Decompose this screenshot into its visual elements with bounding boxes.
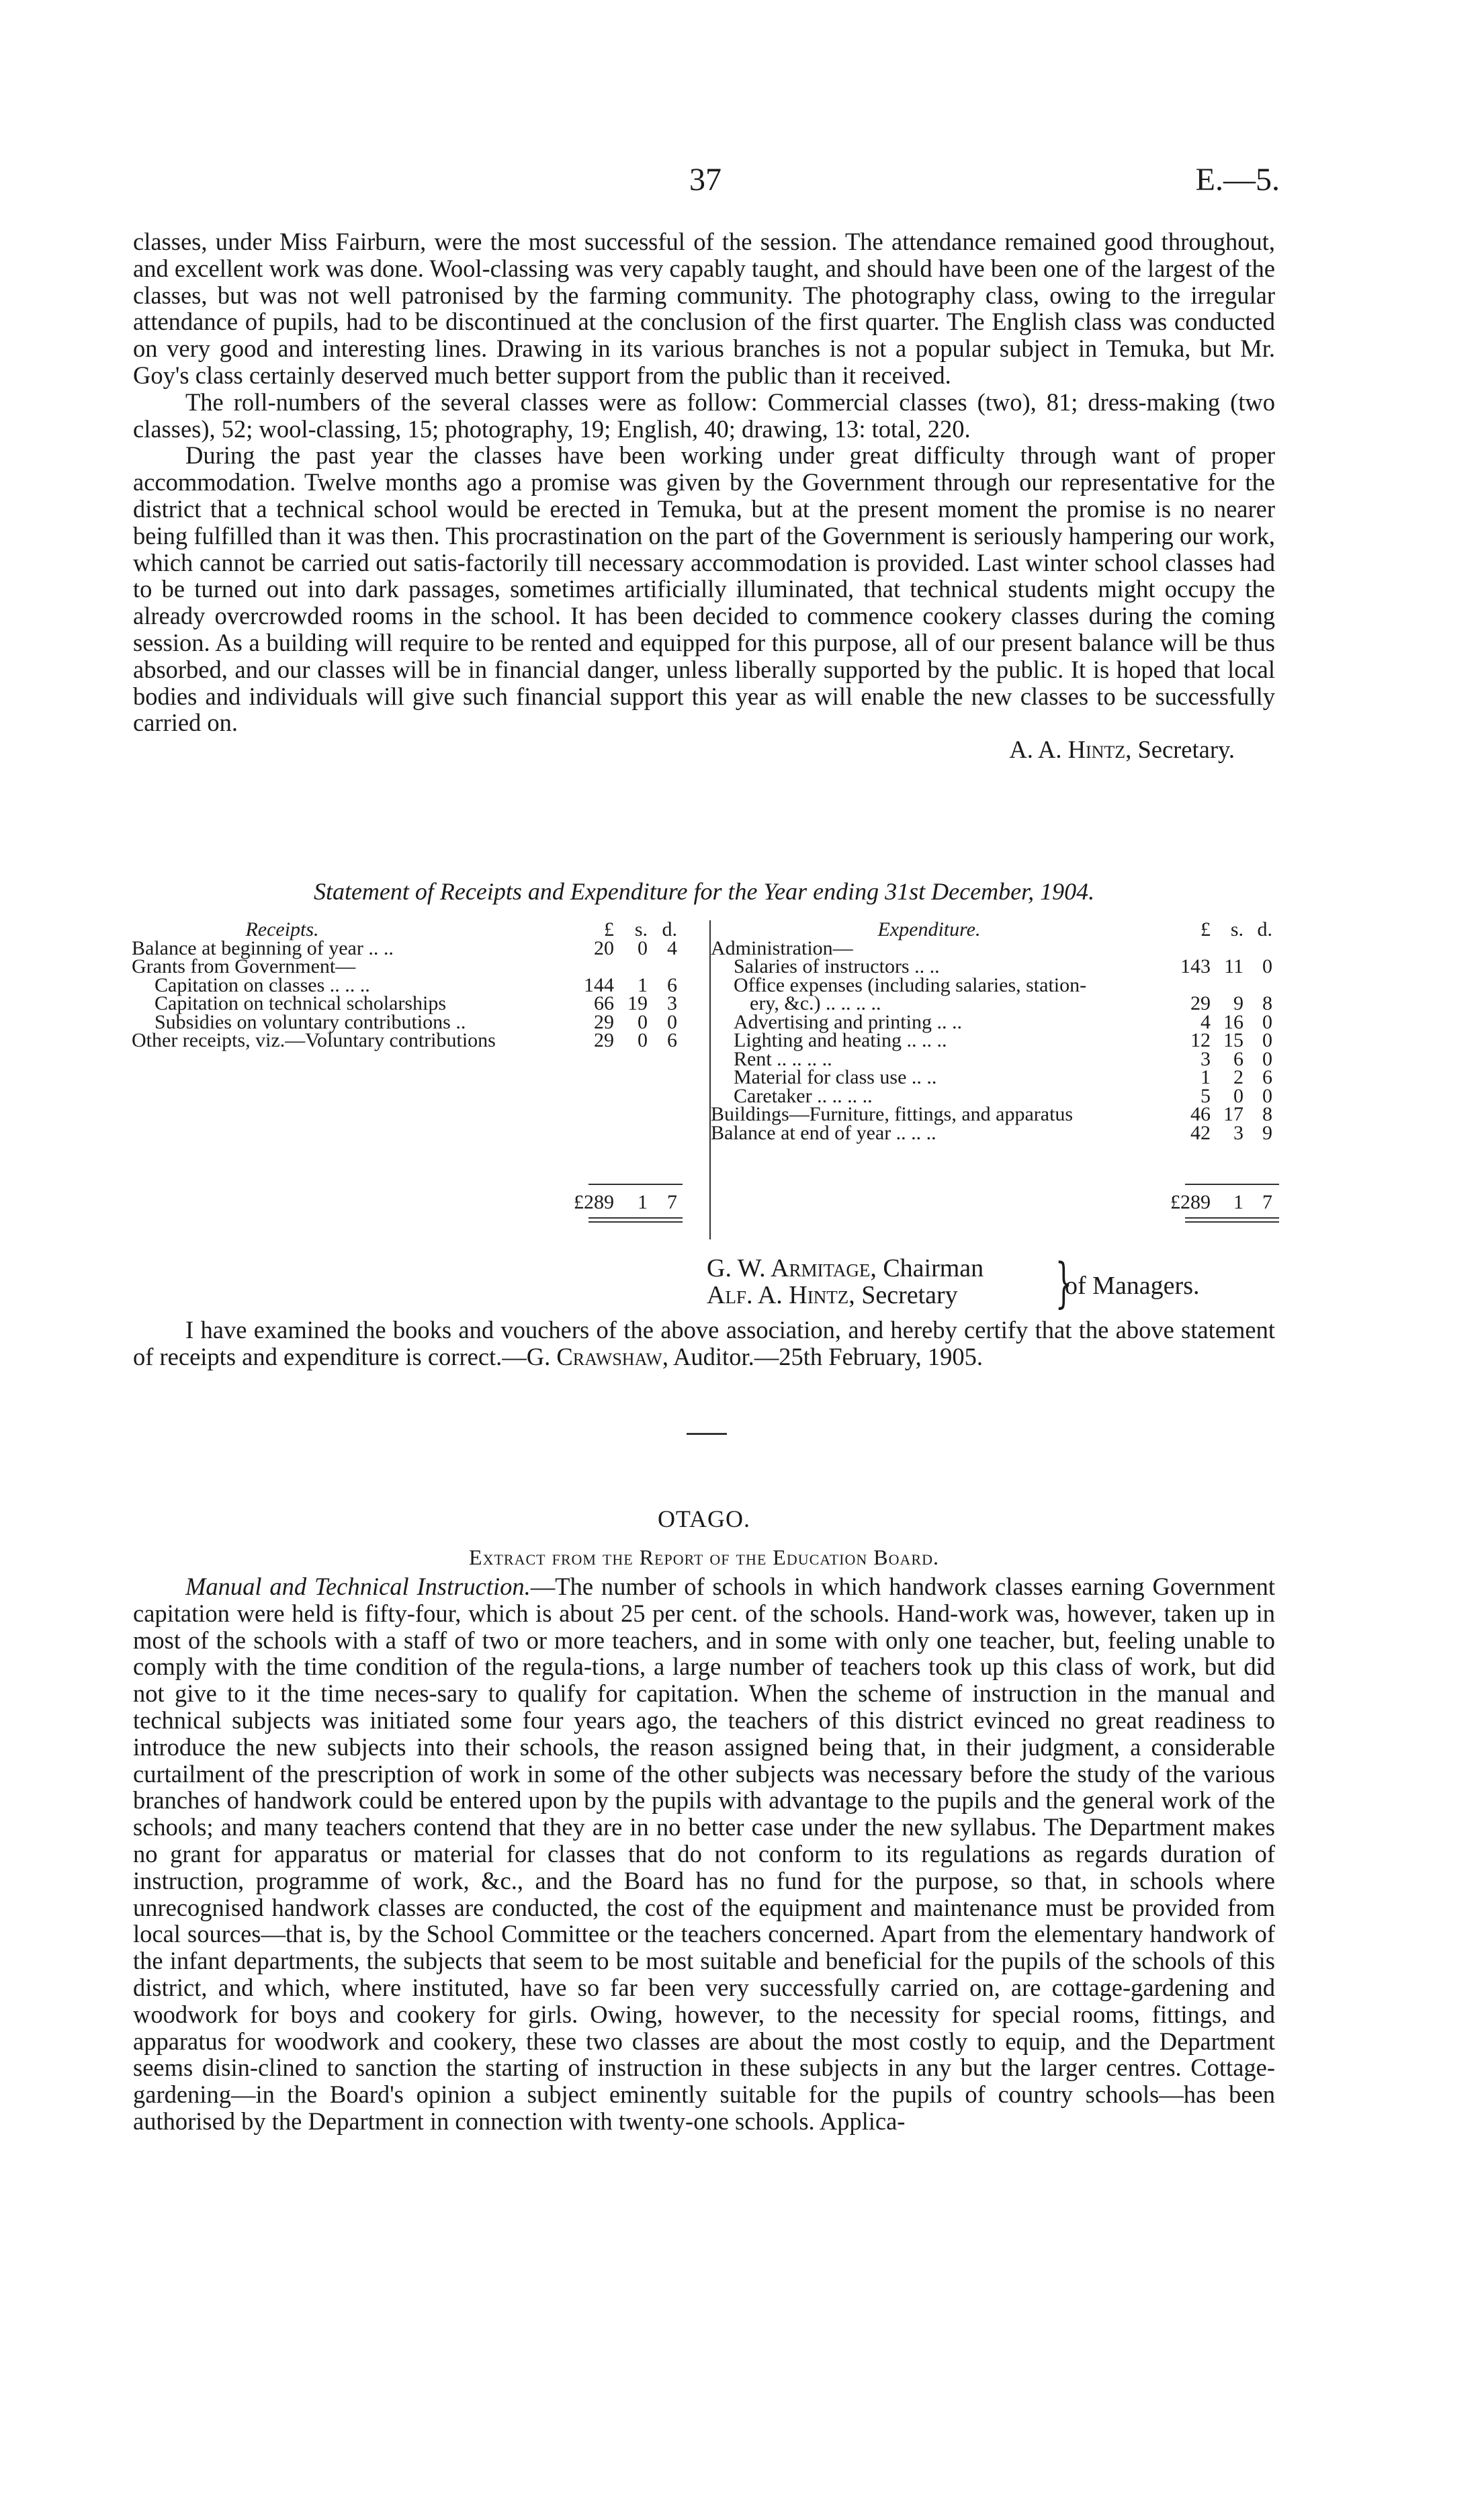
- total-rule-bottom: [1185, 1217, 1279, 1219]
- total-shillings: 1: [1233, 1191, 1243, 1213]
- shillings-value: 0: [638, 1010, 648, 1033]
- pence-value: 6: [1262, 1066, 1272, 1088]
- table-row: [132, 1010, 707, 1033]
- row-label: Caretaker .. .. .. ..: [734, 1084, 873, 1107]
- shillings-value: 3: [1233, 1121, 1243, 1144]
- secretary-name: A. A. Hintz: [1009, 736, 1126, 764]
- expenditure-column: [711, 918, 1289, 1213]
- pounds-value: 1: [1201, 1066, 1211, 1088]
- managers-secretary-name: Alf. A. Hintz: [707, 1281, 849, 1309]
- shillings-value: 16: [1223, 1010, 1243, 1033]
- table-row: [711, 957, 1289, 976]
- pence-value: 8: [1262, 1103, 1272, 1125]
- shillings-value: 15: [1223, 1029, 1243, 1051]
- table-row: [132, 1031, 707, 1050]
- pence-value: 0: [667, 1010, 677, 1033]
- table-row: [711, 1031, 1289, 1050]
- document-code: E.—5.: [1195, 162, 1280, 198]
- table-row: [711, 1121, 1289, 1144]
- total-pence: 7: [1262, 1191, 1272, 1213]
- temuka-report-text: [133, 228, 1275, 763]
- row-label: Subsidies on voluntary contributions ..: [155, 1010, 466, 1033]
- secretary-line: [707, 1282, 984, 1309]
- shillings-header: s.: [1230, 918, 1243, 940]
- total-shillings: 1: [638, 1191, 648, 1213]
- row-label: Lighting and heating .. .. ..: [734, 1029, 947, 1051]
- brace-symbol: }: [1055, 1252, 1073, 1314]
- pence-value: 0: [1262, 1010, 1272, 1033]
- receipts-heading: Receipts.: [245, 918, 319, 940]
- audit-date: , Auditor.—25th February, 1905.: [662, 1342, 983, 1370]
- table-row: [711, 1047, 1289, 1070]
- row-label: Balance at beginning of year .. ..: [132, 936, 394, 959]
- pence-value: 4: [667, 936, 677, 959]
- manual-technical-body: —The number of schools in which handwork classes earning Government capitation were held is fifty-four, which is about 25 per cent. of the schools. Hand-work was, however, taken up in most of the schools with a staff of two or more teachers, and in some with only one teacher, but, feeling unable to comply with the time condition of the regula-tions, a large number of teachers took up this class of work, but did not give to it the time neces-sary to qualify for capitation. When the scheme of instruction in the manual and technical subjects was initiated some four years ago, the teachers of this district evinced no great readiness to introduce the new subjects into their schools, the reason assigned being that, in their judgment, a considerable curtailment of the prescription of work in some of the other subjects was necessary before the study of the various branches of handwork could be entered upon by the pupils with advantage to the pupils and the general work of the schools; and many teachers contend that they are in no better case under the new syllabus. The Department makes no grant for apparatus or material for classes that do not conform to its regulations as regards duration of instruction, programme of work, &c., and the Board has no fund for the purpose, so that, in schools where unrecognised handwork classes are conducted, the cost of the equipment and maintenance must be provided from local sources—that is, by the School Committee or the teachers concerned. Apart from the elementary handwork of the infant departments, the subjects that seem to be most suitable and beneficial for the pupils of the schools of this district, and which, where instituted, have so far been very successfully carried on, are cottage-gardening and woodwork for boys and cookery for girls. Owing, however, to the necessity for special rooms, fittings, and apparatus for woodwork and cookery, these two classes are about the most costly to equip, and the Department seems disin-clined to sanction the starting of instruction in these subjects in any but the larger centres. Cottage-gardening—in the Board's opinion a subject eminently suitable for the pupils of country schools—has been authorised by the Department in connection with twenty-one schools. Applica-: [133, 1573, 1275, 2135]
- chairman-role: , Chairman: [870, 1254, 984, 1282]
- pounds-header: £: [1201, 918, 1211, 940]
- row-label: Capitation on classes .. .. ..: [155, 973, 370, 996]
- pence-value: 0: [1262, 1029, 1272, 1051]
- expenditure-heading: Expenditure.: [877, 918, 981, 940]
- total-rule-top: [588, 1184, 683, 1185]
- manual-technical-lead: Manual and Technical Instruction.: [185, 1573, 531, 1600]
- table-row: [132, 994, 707, 1013]
- total-rule-top: [1185, 1184, 1279, 1185]
- expenditure-header-row: [711, 920, 1289, 939]
- row-label: Buildings—Furniture, fittings, and apparatus: [711, 1103, 1074, 1125]
- shillings-value: 2: [1233, 1066, 1243, 1088]
- audit-text: I have examined the books and vouchers of the above association, and hereby certify that the above statement of receipts and expenditure is correct.—: [133, 1316, 1275, 1370]
- total-pounds: £289: [574, 1191, 614, 1213]
- row-label: Grants from Government—: [132, 955, 356, 977]
- paragraph-manual-technical: [133, 1573, 1275, 2135]
- pounds-value: 3: [1201, 1047, 1211, 1070]
- total-rule-double: [588, 1221, 683, 1223]
- auditor-certificate: [133, 1317, 1275, 1370]
- total-rule-double: [1185, 1221, 1279, 1223]
- secretary-signature: [133, 736, 1275, 763]
- pounds-value: 29: [594, 1010, 614, 1033]
- pence-value: 3: [667, 992, 677, 1014]
- table-row: [711, 1068, 1289, 1087]
- shillings-header: s.: [634, 918, 648, 940]
- shillings-value: 19: [627, 992, 648, 1014]
- row-label: Rent .. .. .. ..: [734, 1047, 832, 1070]
- page-number: 37: [689, 162, 722, 198]
- pence-header: d.: [662, 918, 677, 940]
- table-row: [132, 973, 707, 996]
- section-divider: [687, 1433, 727, 1435]
- pounds-value: 5: [1201, 1084, 1211, 1107]
- pounds-header: £: [604, 918, 614, 940]
- pounds-value: 4: [1201, 1010, 1211, 1033]
- pence-value: 0: [1262, 1084, 1272, 1107]
- pence-value: 8: [1262, 992, 1272, 1014]
- pounds-value: 29: [594, 1029, 614, 1051]
- pounds-value: 144: [584, 973, 614, 996]
- table-row: [711, 1105, 1289, 1124]
- pence-value: 9: [1262, 1121, 1272, 1144]
- shillings-value: 9: [1233, 992, 1243, 1014]
- secretary-title: , Secretary.: [1125, 736, 1235, 764]
- row-label: Balance at end of year .. .. ..: [711, 1121, 936, 1144]
- shillings-value: 0: [638, 936, 648, 959]
- of-managers-label: of Managers.: [1065, 1272, 1200, 1300]
- paragraph-classes: classes, under Miss Fairburn, were the most successful of the session. The attendance remained good throughout, and excellent work was done. Wool-classing was very capably taught, and should have been one of the largest of the classes, but was not well patronised by the farming community. The photography class, owing to the irregular attendance of pupils, had to be discontinued at the conclusion of the first quarter. The English class was conducted on very good and interesting lines. Drawing in its various branches is not a popular subject in Temuka, but Mr. Goy's class certainly deserved much better support from the public than it received.: [133, 228, 1275, 389]
- paragraph-accommodation: During the past year the classes have been working under great difficulty through want of proper accommodation. Twelve months ago a promise was given by the Government through our representative for the district that a technical school would be erected in Temuka, but at the present moment the promise is no nearer being fulfilled than it was then. This procrastination on the part of the Government is seriously hampering our work, which cannot be carried out satis-factorily till necessary accommodation is provided. Last winter school classes had to be turned out into dark passages, sometimes artificially illuminated, that technical students might occupy the already overcrowded rooms in the school. It has been decided to commence cookery classes during the coming session. As a building will require to be rented and equipped for this purpose, all of our present balance will be thus absorbed, and our classes will be in financial danger, unless liberally supported by the public. It is hoped that local bodies and individuals will give such financial support this year as will enable the new classes to be successfully carried on.: [133, 441, 1275, 737]
- shillings-value: 0: [1233, 1084, 1243, 1107]
- row-label: Administration—: [711, 936, 853, 959]
- pounds-value: 20: [594, 936, 614, 959]
- pounds-value: 66: [594, 992, 614, 1014]
- shillings-value: 11: [1224, 955, 1243, 977]
- table-row: [711, 1084, 1289, 1107]
- pounds-value: 29: [1190, 992, 1211, 1014]
- extract-subheading: Extract from the Report of the Education Board.: [469, 1545, 939, 1569]
- otago-report-text: [133, 1573, 1275, 2135]
- row-label: Capitation on technical scholarships: [155, 992, 447, 1014]
- chairman-name: G. W. Armitage: [707, 1254, 871, 1282]
- pence-value: 0: [1262, 1047, 1272, 1070]
- pence-value: 6: [667, 1029, 677, 1051]
- row-label: ery, &c.) .. .. .. ..: [750, 992, 881, 1014]
- table-row: [711, 973, 1289, 996]
- table-row: [711, 1010, 1289, 1033]
- managers-secretary-role: , Secretary: [848, 1281, 958, 1309]
- pence-header: d.: [1257, 918, 1272, 940]
- auditor-name: G. Crawshaw: [526, 1342, 662, 1370]
- receipts-total-row: [132, 1193, 707, 1213]
- shillings-value: 17: [1223, 1103, 1243, 1125]
- otago-heading: OTAGO.: [657, 1505, 751, 1532]
- table-row: [132, 957, 707, 976]
- audit-paragraph: [133, 1317, 1275, 1370]
- paragraph-roll-numbers: The roll-numbers of the several classes were as follow: Commercial classes (two), 81; dress-making (two classes), 52; wool-classing, 15; photography, 19; English, 40; drawing, 13: total, 220.: [133, 388, 1275, 443]
- pence-value: 0: [1262, 955, 1272, 977]
- receipts-header-row: [132, 920, 707, 939]
- row-label: Material for class use .. ..: [734, 1066, 937, 1088]
- table-row: [711, 936, 1289, 959]
- pounds-value: 42: [1190, 1121, 1211, 1144]
- receipts-column: [132, 918, 707, 1213]
- table-row: [711, 994, 1289, 1013]
- pounds-value: 143: [1180, 955, 1211, 977]
- pence-value: 6: [667, 973, 677, 996]
- shillings-value: 6: [1233, 1047, 1243, 1070]
- row-label: Office expenses (including salaries, station-: [734, 973, 1087, 996]
- pounds-value: 46: [1190, 1103, 1211, 1125]
- row-label: Salaries of instructors .. ..: [734, 955, 940, 977]
- row-label: Other receipts, viz.—Voluntary contributions: [132, 1029, 496, 1051]
- total-pounds: £289: [1170, 1191, 1211, 1213]
- statement-title: Statement of Receipts and Expenditure for the Year ending 31st December, 1904.: [313, 878, 1095, 905]
- row-label: Advertising and printing .. ..: [734, 1010, 962, 1033]
- total-rule-bottom: [588, 1217, 683, 1219]
- managers-signatures: [707, 1255, 984, 1309]
- pounds-value: 12: [1190, 1029, 1211, 1051]
- table-row: [132, 936, 707, 959]
- shillings-value: 0: [638, 1029, 648, 1051]
- total-pence: 7: [667, 1191, 677, 1213]
- expenditure-total-row: [711, 1193, 1289, 1213]
- chairman-line: [707, 1255, 984, 1282]
- shillings-value: 1: [638, 973, 648, 996]
